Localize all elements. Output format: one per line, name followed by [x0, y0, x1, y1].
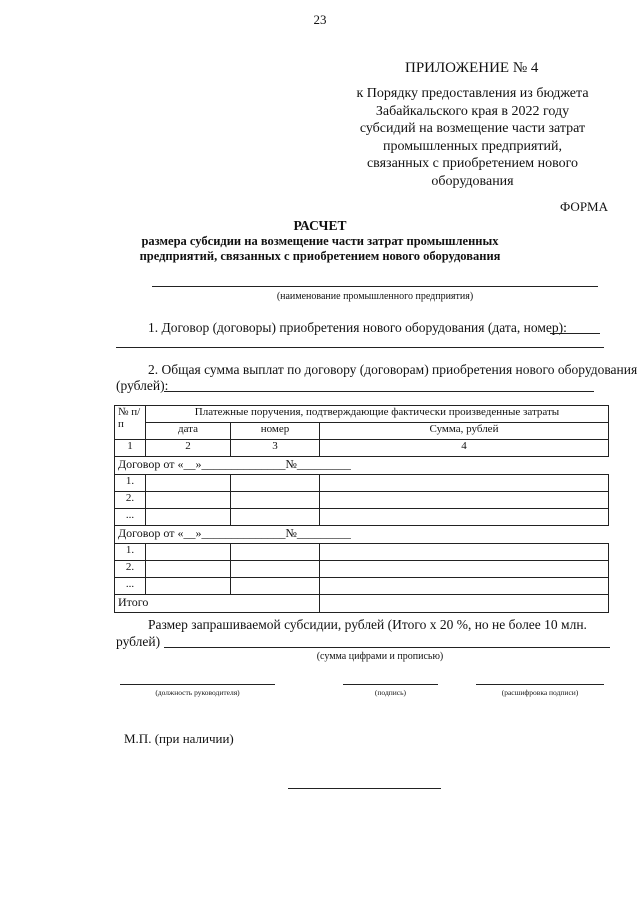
position-caption: (должность руководителя) — [155, 688, 240, 697]
table-cell — [320, 508, 609, 525]
amount-caption: (сумма цифрами и прописью) — [316, 651, 444, 662]
table-cell — [231, 508, 320, 525]
row-index: 1. — [115, 543, 146, 560]
header-index: 3 — [231, 439, 320, 456]
header-number-col: № п/п — [115, 406, 146, 440]
calculation-subtitle: размера субсидии на возмещение части затрат промышленных предприятий, связанных с приобретением нового оборудования — [139, 234, 501, 263]
header-date: дата — [146, 422, 231, 439]
header-sum: Сумма, рублей — [320, 422, 609, 439]
payments-table — [114, 405, 609, 613]
table-cell — [146, 491, 231, 508]
table-cell — [146, 560, 231, 577]
signature-decoding-caption: (расшифровка подписи) — [501, 688, 579, 697]
item-2-fill-line — [164, 391, 594, 392]
subsidy-amount-text: Размер запрашиваемой субсидии, рублей (Итого х 20 %, но не более 10 млн. — [148, 617, 587, 632]
appendix-title: ПРИЛОЖЕНИЕ № 4 — [405, 60, 539, 76]
table-row — [115, 491, 609, 508]
table-row — [115, 474, 609, 491]
table-cell — [146, 543, 231, 560]
form-label: ФОРМА — [560, 199, 608, 214]
table-cell — [320, 560, 609, 577]
stamp-label: М.П. (при наличии) — [124, 731, 234, 746]
item-2-rubles-label: (рублей): — [116, 378, 169, 393]
table-cell — [320, 543, 609, 560]
subtitle-line: промышленных предприятий, — [382, 138, 563, 154]
table-cell — [231, 474, 320, 491]
table-row — [115, 560, 609, 577]
signature-line — [343, 684, 438, 685]
enterprise-name-line — [152, 286, 598, 287]
row-index: ... — [115, 508, 146, 525]
subtitle-line: связанных с приобретением нового — [366, 156, 579, 171]
table-cell — [231, 491, 320, 508]
page-number: 23 — [313, 12, 327, 27]
enterprise-name-caption: (наименование промышленного предприятия) — [276, 291, 474, 302]
header-number: номер — [231, 422, 320, 439]
calculation-title: РАСЧЕТ — [293, 218, 347, 233]
subtitle-line: субсидий на возмещение части затрат — [359, 121, 586, 136]
table-cell — [231, 543, 320, 560]
table-cell — [320, 474, 609, 491]
position-line — [120, 684, 275, 685]
item-2-total-payments: 2. Общая сумма выплат по договору (договорам) приобретения нового оборудования — [148, 362, 638, 377]
table-cell — [231, 577, 320, 594]
table-cell — [320, 491, 609, 508]
table-cell — [231, 560, 320, 577]
header-payment-orders: Платежные поручения, подтверждающие фактически произведенные затраты — [146, 406, 609, 423]
table-cell — [146, 474, 231, 491]
row-index: 1. — [115, 474, 146, 491]
item-1-second-line — [116, 347, 604, 348]
header-index: 1 — [115, 439, 146, 456]
item-1-contracts: 1. Договор (договоры) приобретения нового оборудования (дата, номер): — [148, 320, 567, 335]
signature-decoding-line — [476, 684, 604, 685]
header-index: 4 — [320, 439, 609, 456]
table-cell — [146, 508, 231, 525]
total-label: Итого — [115, 594, 320, 612]
bottom-separator — [288, 788, 441, 789]
row-index: 2. — [115, 560, 146, 577]
table-row — [115, 543, 609, 560]
subtitle-line: оборудования — [431, 173, 514, 189]
item-1-fill-line — [550, 333, 600, 334]
table-cell — [320, 577, 609, 594]
total-value-cell — [320, 594, 609, 612]
table-cell — [146, 577, 231, 594]
subsidy-fill-line — [164, 647, 610, 648]
contract-1-label: Договор от «__»______________№_________ — [115, 456, 609, 474]
table-row — [115, 577, 609, 594]
subtitle-line: к Порядку предоставления из бюджета — [356, 86, 589, 101]
subtitle-line: Забайкальского края в 2022 году — [375, 103, 570, 119]
row-index: ... — [115, 577, 146, 594]
row-index: 2. — [115, 491, 146, 508]
subsidy-rubles-label: рублей) — [116, 634, 161, 649]
signature-caption: (подпись) — [374, 688, 407, 697]
contract-2-label: Договор от «__»______________№_________ — [115, 525, 609, 543]
header-index: 2 — [146, 439, 231, 456]
table-row — [115, 508, 609, 525]
appendix-subtitle — [350, 85, 595, 190]
